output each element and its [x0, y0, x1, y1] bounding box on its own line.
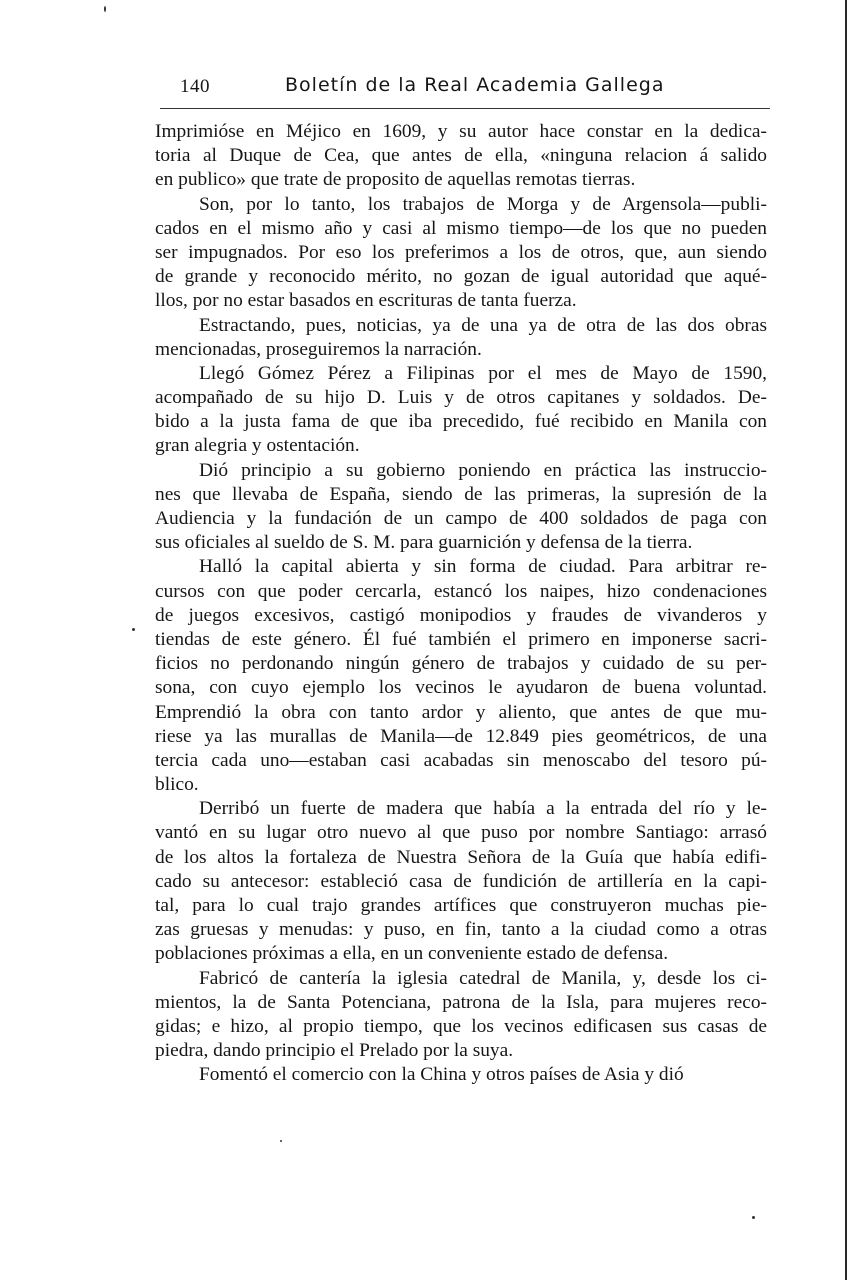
text-line: llos, por no estar basados en escrituras de tanta fuerza. — [155, 290, 577, 312]
text-line: mientos, la de Santa Potenciana, patrona de la Isla, para mujeres reco- — [155, 991, 767, 1013]
text-line: tiendas de este género. Él fué también el primero en imponerse sacri- — [155, 628, 767, 650]
text-line: mencionadas, proseguiremos la narración. — [155, 338, 482, 360]
text-line: piedra, dando principio el Prelado por la suya. — [155, 1040, 514, 1062]
text-line: Son, por lo tanto, los trabajos de Morga y de Argensola—publi- — [199, 193, 767, 215]
text-line: de grande y reconocido mérito, no gozan de igual autoridad que aqué- — [155, 266, 767, 288]
text-line: bido a la justa fama de que iba precedido, fué recibido en Manila con — [155, 411, 767, 433]
text-line: gidas; e hizo, al propio tiempo, que los vecinos edificasen sus casas de — [155, 1015, 767, 1037]
text-line: cados en el mismo año y casi al mismo tiempo—de los que no pueden — [155, 217, 767, 239]
text-line: Halló la capital abierta y sin forma de ciudad. Para arbitrar re- — [199, 556, 767, 578]
text-line: Emprendió la obra con tanto ardor y aliento, que antes de que mu- — [155, 701, 767, 723]
text-line: gran alegria y ostentación. — [155, 435, 360, 457]
text-line: de juegos excesivos, castigó monipodios y fraudes de vivanderos y — [155, 604, 767, 626]
text-line: Fabricó de cantería la iglesia catedral de Manila, y, desde los ci- — [199, 967, 767, 989]
running-title: Boletín de la Real Academia Gallega — [285, 74, 665, 96]
text-line: Estractando, pues, noticias, ya de una ya de otra de las dos obras — [199, 314, 767, 336]
text-line: poblaciones próximas a ella, en un conveniente estado de defensa. — [155, 943, 669, 965]
text-line: cado su antecesor: estableció casa de fundición de artillería en la capi- — [155, 870, 767, 892]
text-line: Fomentó el comercio con la China y otros países de Asia y dió — [199, 1064, 684, 1086]
header-rule — [160, 108, 770, 109]
page-edge-shadow — [845, 0, 847, 1280]
scan-speck — [752, 1216, 755, 1219]
text-line: nes que llevaba de España, siendo de las primeras, la supresión de la — [155, 483, 767, 505]
text-line: sona, con cuyo ejemplo los vecinos le ayudaron de buena voluntad. — [155, 677, 767, 699]
scan-speck — [104, 6, 106, 12]
text-line: sus oficiales al sueldo de S. M. para guarnición y defensa de la tierra. — [155, 532, 693, 554]
text-line: acompañado de su hijo D. Luis y de otros capitanes y soldados. De- — [155, 387, 767, 409]
text-line: ficios no perdonando ningún género de trabajos y cuidado de su per- — [155, 653, 767, 675]
text-line: toria al Duque de Cea, que antes de ella, «ninguna relacion á salido — [155, 145, 767, 167]
text-line: de los altos la fortaleza de Nuestra Señora de la Guía que había edifi- — [155, 846, 767, 868]
page-number: 140 — [180, 76, 210, 97]
text-line: Derribó un fuerte de madera que había a la entrada del río y le- — [199, 798, 767, 820]
text-line: Llegó Gómez Pérez a Filipinas por el mes de Mayo de 1590, — [199, 362, 767, 384]
text-line: ser impugnados. Por eso los preferimos a los de otros, que, aun siendo — [155, 241, 767, 263]
text-line: cursos con que poder cercarla, estancó los naipes, hizo condenaciones — [155, 580, 767, 602]
text-line: blico. — [155, 774, 199, 796]
page-header — [160, 72, 770, 102]
scan-speck — [280, 1140, 282, 1142]
text-line: riese ya las murallas de Manila—de 12.849 pies geométricos, de una — [155, 725, 767, 747]
text-line: Imprimióse en Méjico en 1609, y su autor hace constar en la dedica- — [155, 121, 767, 142]
scan-speck — [132, 628, 135, 631]
text-line: tercia cada uno—estaban casi acabadas sin menoscabo del tesoro pú- — [155, 749, 767, 771]
body-text — [155, 120, 767, 1088]
text-line: vantó en su lugar otro nuevo al que puso por nombre Santiago: arrasó — [155, 822, 767, 844]
text-line: Dió principio a su gobierno poniendo en práctica las instruccio- — [199, 459, 767, 481]
text-line: tal, para lo cual trajo grandes artífices que construyeron muchas pie- — [155, 895, 767, 916]
text-line: zas gruesas y menudas: y puso, en fin, tanto a la ciudad como a otras — [155, 919, 767, 941]
text-line: en publico» que trate de proposito de aquellas remotas tierras. — [155, 169, 636, 191]
text-line: Audiencia y la fundación de un campo de 400 soldados de paga con — [155, 508, 767, 529]
